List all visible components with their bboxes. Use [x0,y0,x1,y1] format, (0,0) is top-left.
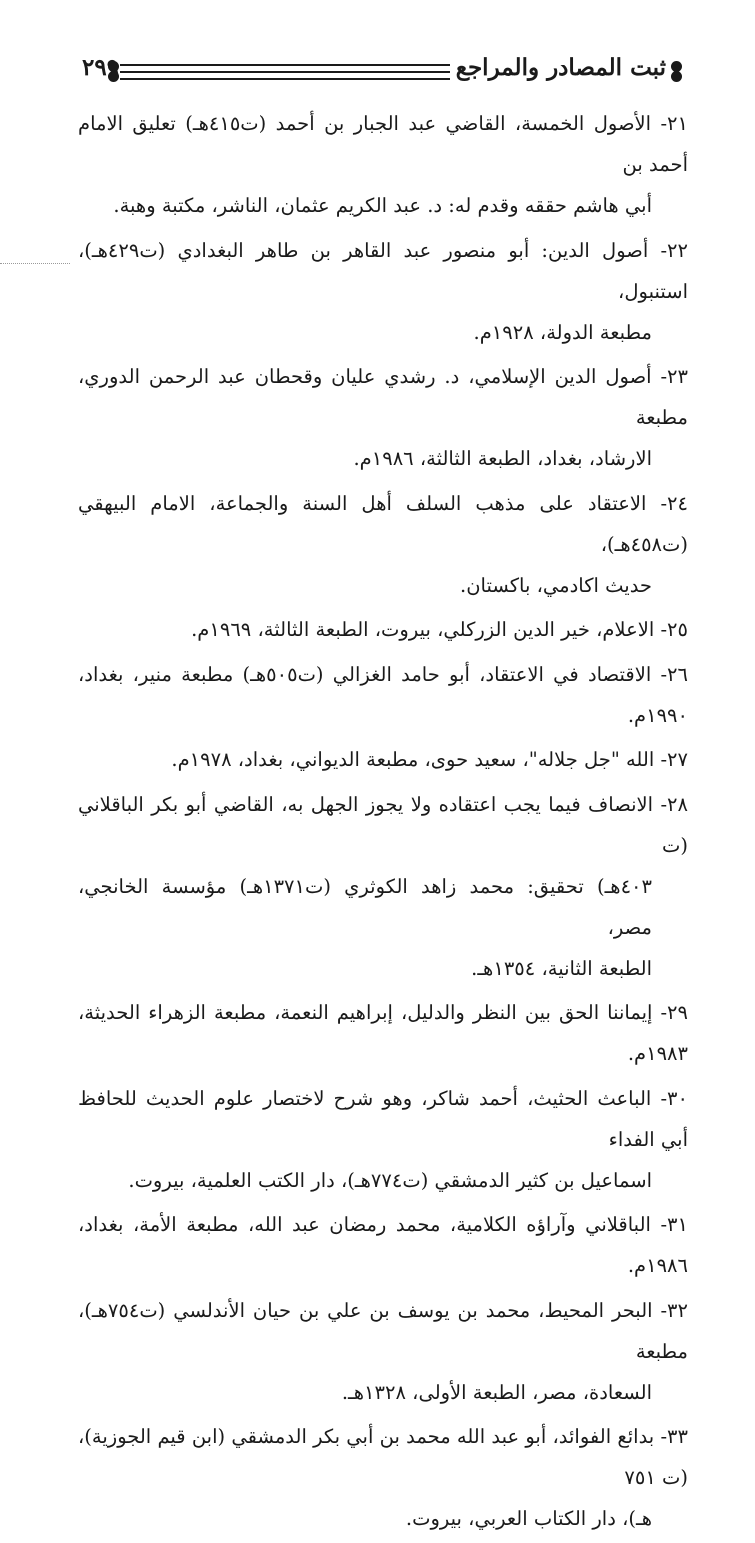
entry-first-line: ٣٠- الباعث الحثيث، أحمد شاكر، وهو شرح لاختصار علوم الحديث للحافظ أبي الفداء [78,1086,688,1151]
bibliography-list [78,103,688,1543]
bibliography-entry [78,609,688,650]
running-title: ثبت المصادر والمراجع [450,54,666,81]
entry-first-line: ٢٣- أصول الدين الإسلامي، د. رشدي عليان وقحطان عبد الرحمن الدوري، مطبعة [78,365,688,429]
entry-first-line: ٣٢- البحر المحيط، محمد بن يوسف بن علي بن حيان الأندلسي (ت٧٥٤هـ)، مطبعة [78,1298,688,1363]
ornament-dot [671,71,682,82]
entry-first-line: ٢٤- الاعتقاد على مذهب السلف أهل السنة والجماعة، الامام البيهقي (ت٤٥٨هـ)، [78,491,688,556]
entry-first-line: ٢١- الأصول الخمسة، القاضي عبد الجبار بن أحمد (ت٤١٥هـ) تعليق الامام أحمد بن [78,112,688,176]
entry-first-line: ٢٨- الانصاف فيما يجب اعتقاده ولا يجوز الجهل به، القاضي أبو بكر الباقلاني (ت [78,792,688,857]
page-number: ٢٩٩ [82,54,120,81]
bibliography-entry [78,784,688,989]
entry-continuation-line: هـ)، دار الكتاب العربي، بيروت. [405,1507,652,1530]
bibliography-entry [78,356,688,479]
entry-first-line: ٢٩- إيماننا الحق بين النظر والدليل، إبراهيم النعمة، مطبعة الزهراء الحديثة، ١٩٨٣م. [78,1001,688,1065]
entry-continuation-line: اسماعيل بن كثير الدمشقي (ت٧٧٤هـ)، دار الكتب العلمية، بيروت. [128,1168,652,1192]
entry-continuation-line: مطبعة الدولة، ١٩٢٨م. [473,320,652,344]
entry-continuation-line: ٤٠٣هـ) تحقيق: محمد زاهد الكوثري (ت١٣٧١هـ) مؤسسة الخانجي، مصر، [78,874,652,939]
bibliography-entry [78,1416,688,1539]
entry-first-line: ٣١- الباقلاني وآراؤه الكلامية، محمد رمضان عبد الله، مطبعة الأمة، بغداد، ١٩٨٦م. [78,1213,688,1277]
bibliography-entry [78,1204,688,1286]
bibliography-entry [78,230,688,353]
bibliography-entry [78,1290,688,1413]
page-header [70,52,692,92]
scan-artifact [0,263,70,265]
entry-first-line: ٢٧- الله "جل جلاله"، سعيد حوى، مطبعة الديواني، بغداد، ١٩٧٨م. [171,748,688,771]
bibliography-entry [78,739,688,780]
entry-continuation-line: حديث اكادمي، باكستان. [460,573,652,597]
entry-first-line: ٢٢- أصول الدين: أبو منصور عبد القاهر بن طاهر البغدادي (ت٤٢٩هـ)، استنبول، [78,238,688,303]
bibliography-entry [78,483,688,606]
entry-first-line: ٢٦- الاقتصاد في الاعتقاد، أبو حامد الغزالي (ت٥٠٥هـ) مطبعة منير، بغداد، ١٩٩٠م. [78,662,688,727]
entry-continuation-line: السعادة، مصر، الطبعة الأولى، ١٣٢٨هـ. [341,1380,652,1404]
bibliography-entry [78,103,688,226]
entry-continuation-line: الارشاد، بغداد، الطبعة الثالثة، ١٩٨٦م. [353,447,652,470]
entry-first-line: ٣٣- بدائع الفوائد، أبو عبد الله محمد بن أبي بكر الدمشقي (ابن قيم الجوزية)، (ت ٧٥١ [78,1425,688,1489]
entry-continuation-line: أبي هاشم حققه وقدم له: د. عبد الكريم عثمان، الناشر، مكتبة وهبة. [113,194,652,217]
bibliography-entry [78,1078,688,1201]
entry-continuation-line: الطبعة الثانية، ١٣٥٤هـ. [471,956,652,980]
bibliography-entry [78,992,688,1074]
bibliography-entry [78,654,688,736]
entry-first-line: ٢٥- الاعلام، خير الدين الزركلي، بيروت، الطبعة الثالثة، ١٩٦٩م. [191,618,688,641]
